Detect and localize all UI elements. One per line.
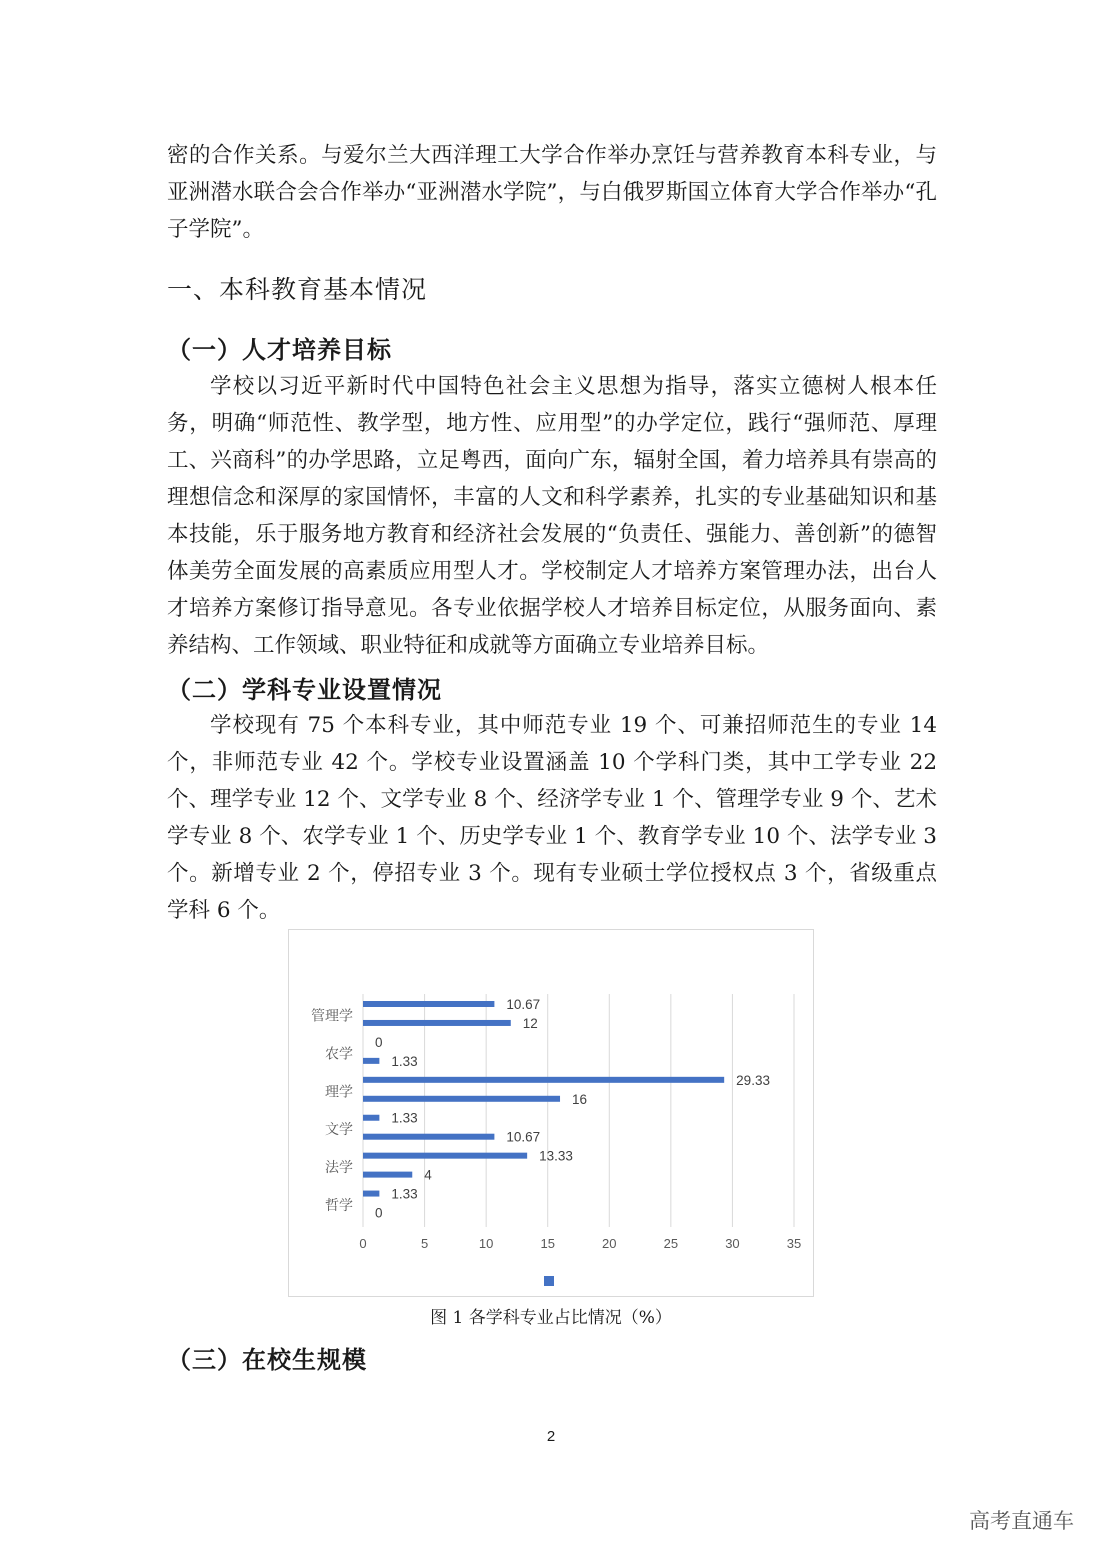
category-label: 农学 bbox=[325, 1046, 353, 1063]
bar bbox=[363, 1001, 494, 1007]
bar-data-label: 4 bbox=[424, 1167, 432, 1183]
category-label: 哲学 bbox=[325, 1198, 353, 1215]
bar-data-label: 12 bbox=[522, 1015, 538, 1031]
bar bbox=[363, 1077, 724, 1083]
bar-data-label: 1.33 bbox=[391, 1186, 418, 1202]
bar bbox=[363, 1153, 527, 1159]
chart-svg bbox=[289, 930, 815, 1298]
bar bbox=[363, 1115, 379, 1121]
category-label: 理学 bbox=[325, 1084, 353, 1101]
bar-data-label: 0 bbox=[375, 1205, 383, 1221]
bar-data-label: 1.33 bbox=[391, 1053, 418, 1069]
subsection-heading-majors: （二）学科专业设置情况 bbox=[167, 676, 442, 704]
majors-paragraph: 学校现有 75 个本科专业，其中师范专业 19 个、可兼招师范生的专业 14 个，非师范专业 42 个。学校专业设置涵盖 10 个学科门类，其中工学专业 22 个、理学专业 12 个、文学专业 8 个、经济学专业 1 个、管理学专业 9 个、艺术学专业 8 个、农学专业 1 个、历史学专业 1 个、教育学专业 10 个、法学专业 3 个。新增专业 2 个，停招专业 3 个。现有专业硕士学位授权点 3 个，省级重点学科 6 个。 bbox=[167, 713, 937, 923]
category-label: 法学 bbox=[325, 1160, 353, 1177]
x-tick-label: 20 bbox=[602, 1236, 617, 1251]
bar bbox=[363, 1172, 412, 1178]
bar-data-label: 10.67 bbox=[506, 1129, 541, 1145]
bar bbox=[363, 1058, 379, 1064]
intro-paragraph: 密的合作关系。与爱尔兰大西洋理工大学合作举办烹饪与营养教育本科专业，与亚洲潜水联合会合作举办“亚洲潜水学院”，与白俄罗斯国立体育大学合作举办“孔子学院”。 bbox=[167, 143, 937, 242]
page-number: 2 bbox=[546, 1428, 556, 1445]
bar-data-label: 16 bbox=[572, 1091, 588, 1107]
x-tick-label: 30 bbox=[725, 1236, 740, 1251]
bar bbox=[363, 1096, 560, 1102]
bar bbox=[363, 1134, 494, 1140]
bar bbox=[363, 1020, 511, 1026]
subsection-heading-enrollment: （三）在校生规模 bbox=[167, 1346, 367, 1374]
bar-data-label: 10.67 bbox=[506, 997, 541, 1012]
figure-caption: 图 1 各学科专业占比情况（%） bbox=[430, 1308, 672, 1328]
watermark: 高考直通车 bbox=[969, 1509, 1074, 1533]
category-label: 文学 bbox=[325, 1122, 353, 1139]
x-tick-label: 10 bbox=[478, 1236, 494, 1251]
x-tick-label: 15 bbox=[540, 1236, 555, 1251]
goals-paragraph: 学校以习近平新时代中国特色社会主义思想为指导，落实立德树人根本任务，明确“师范性、教学型，地方性、应用型”的办学定位，践行“强师范、厚理工、兴商科”的办学思路，立足粤西，面向广东，辐射全国，着力培养具有崇高的理想信念和深厚的家国情怀，丰富的人文和科学素养，扎实的专业基础知识和基本技能，乐于服务地方教育和经济社会发展的“负责任、强能力、善创新”的德智体美劳全面发展的高素质应用型人才。学校制定人才培养方案管理办法，出台人才培养方案修订指导意见。各专业依据学校人才培养目标定位，从服务面向、素养结构、工作领域、职业特征和成就等方面确立专业培养目标。 bbox=[167, 374, 937, 658]
bar-data-label: 1.33 bbox=[391, 1110, 418, 1126]
bar-data-label: 13.33 bbox=[539, 1148, 573, 1164]
x-tick-label: 5 bbox=[420, 1236, 429, 1251]
discipline-chart bbox=[288, 929, 814, 1297]
subsection-heading-goals: （一）人才培养目标 bbox=[167, 336, 392, 364]
bar-data-label: 29.33 bbox=[736, 1072, 770, 1088]
x-tick-label: 35 bbox=[786, 1236, 802, 1251]
legend-marker bbox=[544, 1276, 554, 1286]
bar bbox=[363, 1191, 379, 1197]
bar-data-label: 0 bbox=[375, 1034, 383, 1050]
x-tick-label: 0 bbox=[359, 1236, 367, 1251]
category-label: 管理学 bbox=[311, 1008, 353, 1025]
section-heading: 一、本科教育基本情况 bbox=[167, 275, 428, 304]
x-tick-label: 25 bbox=[663, 1236, 679, 1251]
